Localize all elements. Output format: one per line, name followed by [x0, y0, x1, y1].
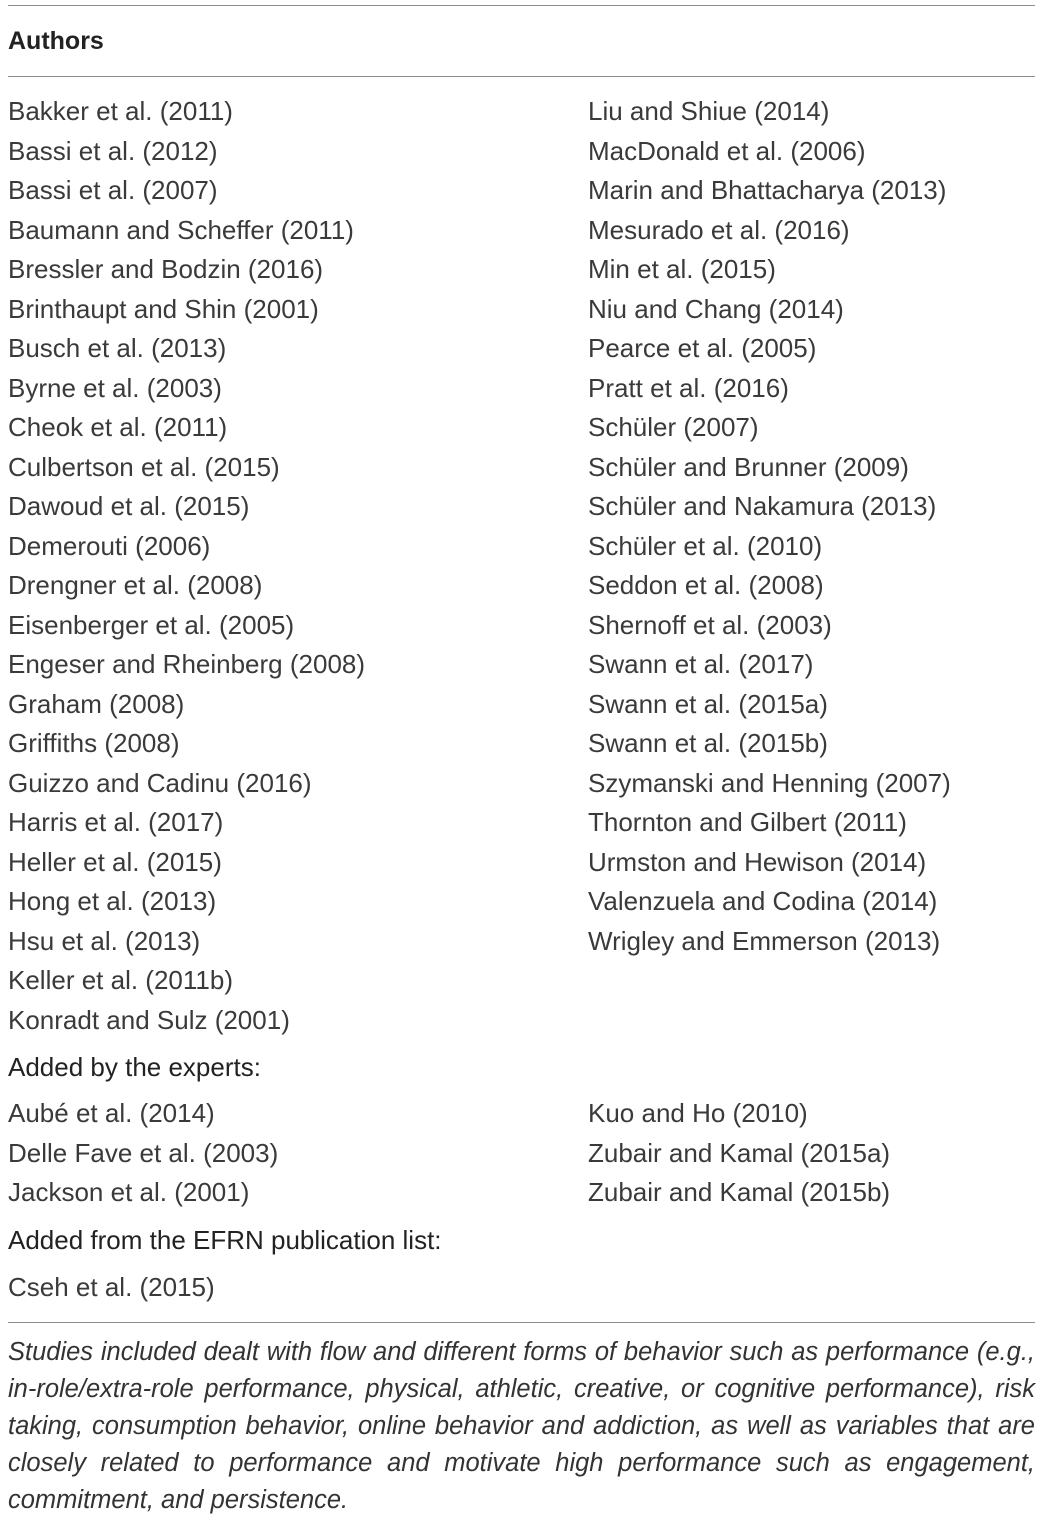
- author-citation: Keller et al. (2011b): [8, 965, 233, 995]
- author-citation: Seddon et al. (2008): [588, 570, 824, 600]
- author-citation: Kuo and Ho (2010): [588, 1098, 808, 1128]
- author-citation: Culbertson et al. (2015): [8, 451, 280, 482]
- author-citation: Urmston and Hewison (2014): [588, 846, 927, 877]
- author-citation: Aubé et al. (2014): [8, 1098, 215, 1128]
- author-citation: Valenzuela and Codina (2014): [588, 886, 938, 916]
- author-citation: Bressler and Bodzin (2016): [8, 254, 324, 284]
- top-rule: [8, 5, 1035, 6]
- author-citation: Zubair and Kamal (2015b): [588, 1177, 891, 1207]
- author-citation: Niu and Chang (2014): [588, 293, 844, 324]
- author-citation: Cheok et al. (2011): [8, 412, 228, 442]
- table-footnote: Studies included dealt with flow and different forms of behavior such as performance (e.g., in-role/extra-role performance, physical, athletic, creative, or cognitive performance), risk taking, consumption behavior, online behavior and addiction, as well as variables that are closely related to performance and motivate high performance such as engagement, commitment, and persistence.: [8, 1338, 1035, 1514]
- author-citation: Wrigley and Emmerson (2013): [588, 925, 941, 956]
- author-citation: Guizzo and Cadinu (2016): [8, 767, 312, 798]
- author-citation: Dawoud et al. (2015): [8, 491, 250, 521]
- author-citation: Zubair and Kamal (2015a): [588, 1137, 891, 1168]
- table-header-authors: Authors: [8, 27, 104, 55]
- author-citation: Konradt and Sulz (2001): [8, 1004, 290, 1035]
- author-citation: Harris et al. (2017): [8, 807, 224, 837]
- author-citation: Bassi et al. (2007): [8, 175, 218, 205]
- author-citation: Jackson et al. (2001): [8, 1177, 250, 1207]
- author-citation: Graham (2008): [8, 688, 185, 719]
- author-citation: Heller et al. (2015): [8, 846, 222, 877]
- author-citation: Swann et al. (2015a): [588, 688, 828, 719]
- author-citation: Schüler (2007): [588, 412, 759, 442]
- footnote-rule: [8, 1322, 1035, 1323]
- author-citation: Schüler et al. (2010): [588, 530, 823, 561]
- header-rule: [8, 76, 1035, 77]
- author-citation: Schüler and Nakamura (2013): [588, 491, 937, 521]
- author-citation: Baumann and Scheffer (2011): [8, 214, 354, 245]
- author-citation: Shernoff et al. (2003): [588, 609, 832, 640]
- author-citation: Cseh et al. (2015): [8, 1272, 215, 1302]
- author-citation: Min et al. (2015): [588, 254, 776, 284]
- efrn-left-column: [8, 1268, 215, 1308]
- author-citation: Szymanski and Henning (2007): [588, 767, 951, 798]
- author-citation: Eisenberger et al. (2005): [8, 609, 295, 640]
- author-citation: Pearce et al. (2005): [588, 333, 817, 363]
- author-citation: Busch et al. (2013): [8, 333, 227, 363]
- author-citation: Brinthaupt and Shin (2001): [8, 293, 319, 324]
- main-authors-left-column: [8, 92, 365, 1040]
- author-citation: Schüler and Brunner (2009): [588, 451, 909, 482]
- author-citation: Thornton and Gilbert (2011): [588, 807, 907, 837]
- author-citation: Marin and Bhattacharya (2013): [588, 175, 947, 205]
- experts-left-column: [8, 1094, 278, 1213]
- author-citation: MacDonald et al. (2006): [588, 135, 866, 166]
- efrn-heading: Added from the EFRN publication list:: [8, 1225, 442, 1255]
- experts-right-column: [588, 1094, 890, 1213]
- author-citation: Byrne et al. (2003): [8, 372, 222, 403]
- author-citation: Delle Fave et al. (2003): [8, 1137, 279, 1168]
- author-citation: Hong et al. (2013): [8, 886, 217, 916]
- author-citation: Engeser and Rheinberg (2008): [8, 649, 366, 679]
- author-citation: Bakker et al. (2011): [8, 96, 233, 126]
- main-authors-right-column: [588, 92, 951, 961]
- author-citation: Hsu et al. (2013): [8, 925, 201, 956]
- author-citation: Bassi et al. (2012): [8, 135, 218, 166]
- author-citation: Demerouti (2006): [8, 530, 211, 561]
- author-citation: Drengner et al. (2008): [8, 570, 263, 600]
- author-citation: Mesurado et al. (2016): [588, 214, 850, 245]
- author-citation: Swann et al. (2017): [588, 649, 814, 679]
- author-citation: Liu and Shiue (2014): [588, 96, 830, 126]
- experts-heading: Added by the experts:: [8, 1052, 261, 1082]
- author-citation: Swann et al. (2015b): [588, 728, 828, 758]
- author-citation: Griffiths (2008): [8, 728, 180, 758]
- author-citation: Pratt et al. (2016): [588, 372, 789, 403]
